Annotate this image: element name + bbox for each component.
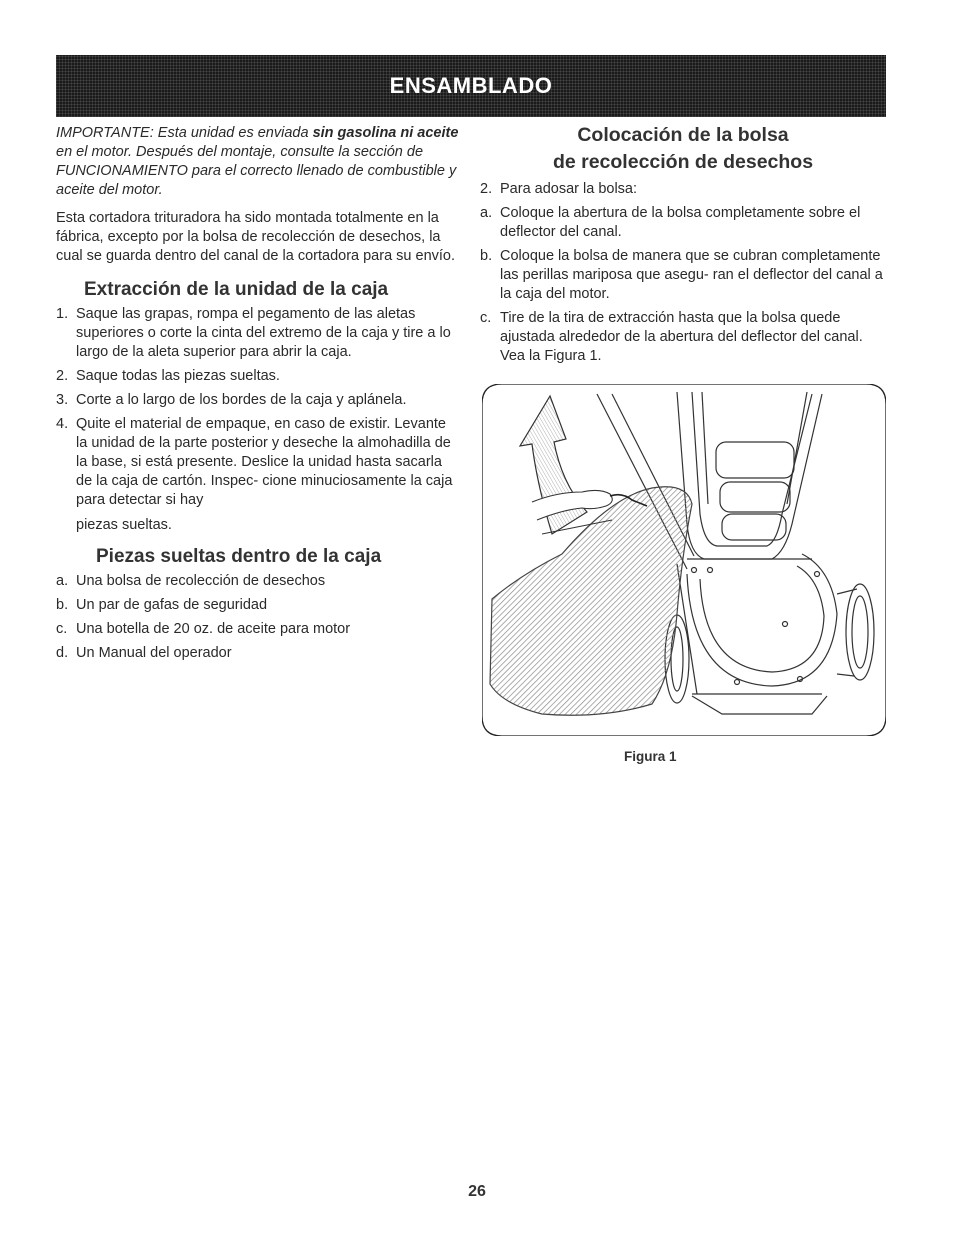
list-item: [480, 204, 886, 242]
list-item: [56, 572, 460, 591]
list-item-text: Saque todas las piezas sueltas.: [76, 368, 280, 384]
figure-caption: Figura 1: [624, 749, 677, 764]
list-marker: 1.: [56, 306, 69, 322]
list-marker: b.: [56, 597, 69, 613]
list-item: [480, 180, 886, 199]
list-item: [56, 305, 460, 362]
intro-paragraph: Esta cortadora trituradora ha sido montada totalmente en la fábrica, excepto por la bolsa de recolección de desechos, la cual se guarda dentro del canal de la cortadora para su envío.: [56, 210, 456, 264]
list-item-text: Un par de gafas de seguridad: [76, 597, 268, 613]
important-note: [56, 124, 460, 200]
list-marker: 2.: [56, 368, 69, 384]
collection-bag-drawing: [490, 487, 692, 716]
list-item: [480, 309, 886, 366]
intro-segment: IMPORTANTE: Esta unidad es enviada: [56, 125, 313, 141]
left-column: [56, 124, 460, 668]
list-marker: 4.: [56, 416, 69, 432]
list-item-text: Corte a lo largo de los bordes de la caja y aplánela.: [76, 392, 407, 408]
heading-line-2: de recolección de desechos: [552, 151, 814, 173]
loose-parts-list: [56, 572, 460, 663]
list-item-text: Coloque la abertura de la bolsa completamente sobre el deflector del canal.: [500, 205, 861, 240]
intro-segment: sin gasolina ni aceite: [312, 125, 459, 141]
list-item: [480, 247, 886, 304]
list-marker: a.: [480, 205, 493, 221]
figure-1-illustration: [482, 384, 886, 736]
list-marker: 3.: [56, 392, 69, 408]
right-column: [480, 122, 886, 371]
heading-bag-installation: [480, 122, 886, 176]
bag-steps: [480, 180, 886, 199]
list-marker: d.: [56, 645, 69, 661]
list-item-text: Un Manual del operador: [76, 645, 232, 661]
heading-loose-parts: Piezas sueltas dentro de la caja: [96, 546, 382, 567]
list-item-text: Quite el material de empaque, en caso de existir. Levante la unidad de la parte posterior y deseche la almohadilla de la base, si está presente. Deslice la unidad hasta sacarla de la caja de cartón. Inspec- cione minuciosamente la caja para detectar si hay: [76, 416, 453, 508]
list-item: [56, 367, 460, 386]
list-item-text: Para adosar la bolsa:: [500, 181, 638, 197]
list-marker: b.: [480, 248, 493, 264]
list-marker: 2.: [480, 181, 493, 197]
list-item-text: Saque las grapas, rompa el pegamento de las aletas superiores o corte la cinta del extremo de la caja y tire a lo largo de la aleta superior para abrir la caja.: [76, 306, 451, 360]
list-item-text: Una botella de 20 oz. de aceite para motor: [76, 621, 351, 637]
list-item-text: Coloque la bolsa de manera que se cubran completamente las perillas mariposa que asegu- ran el deflector del canal a la caja del motor.: [500, 248, 883, 302]
list-marker: c.: [480, 310, 492, 326]
list-item: [56, 644, 460, 663]
list-item: [56, 391, 460, 410]
list-item: [56, 620, 460, 639]
list-item-text: Tire de la tira de extracción hasta que la bolsa quede ajustada alrededor de la abertura del deflector del canal. Vea la Figura 1.: [500, 310, 863, 364]
list-item-text: Una bolsa de recolección de desechos: [76, 573, 326, 589]
page-number: 26: [468, 1183, 486, 1200]
intro-segment: en el motor. Después del montaje, consulte la sección de FUNCIONAMIENTO para el correcto llenado de combustible y aceite del motor.: [56, 144, 457, 198]
heading-line-1: Colocación de la bolsa: [577, 124, 789, 146]
heading-box-removal: Extracción de la unidad de la caja: [84, 279, 389, 300]
list-item: [56, 596, 460, 615]
bag-substeps: [480, 204, 886, 366]
box-removal-steps: [56, 305, 460, 510]
list-marker: c.: [56, 621, 68, 637]
list-marker: a.: [56, 573, 69, 589]
section-banner: [56, 55, 886, 117]
section-title: ENSAMBLADO: [389, 73, 553, 98]
step-continuation: piezas sueltas.: [76, 517, 172, 533]
list-item: [56, 415, 460, 510]
